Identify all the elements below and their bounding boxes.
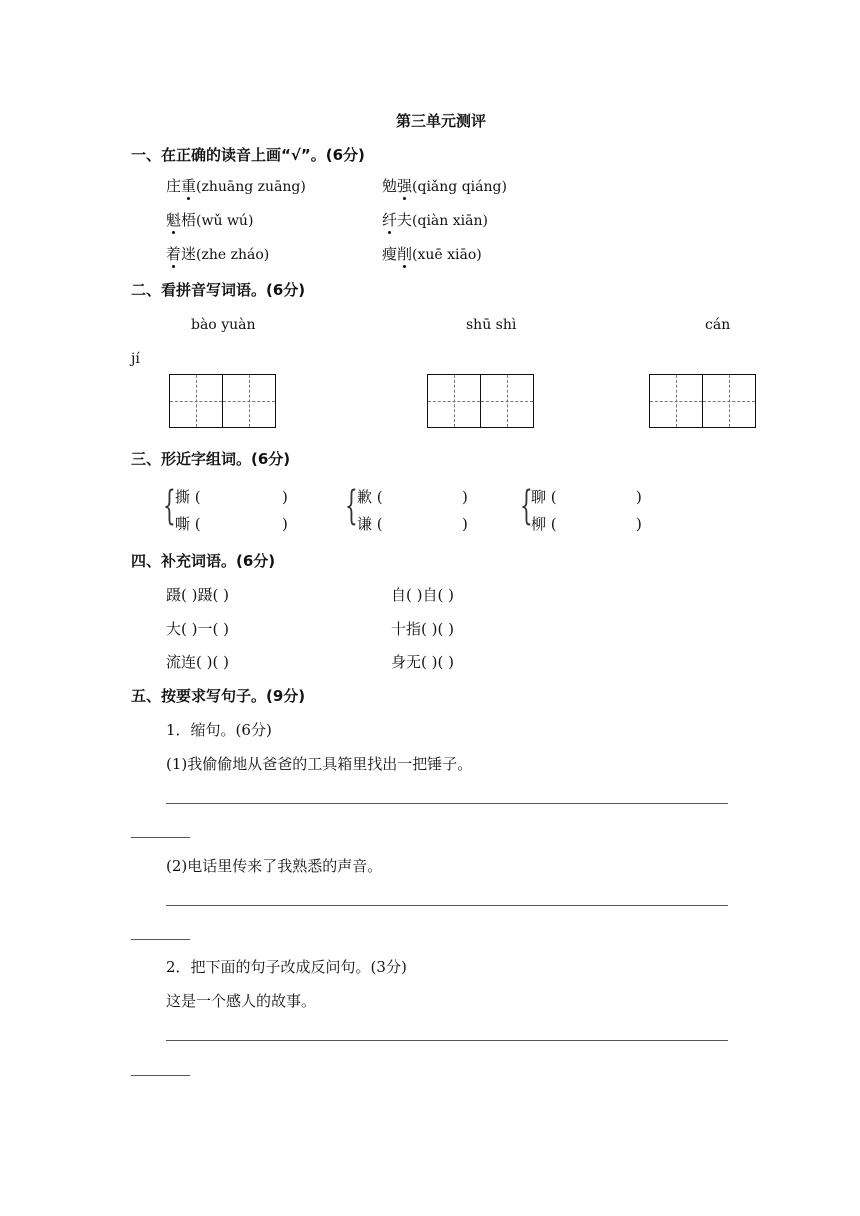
q2-answer-grid-3[interactable] (649, 374, 756, 428)
q4-heading: 四、补充词语。(6分) (131, 552, 276, 570)
q2-answer-grid-1[interactable] (169, 374, 276, 428)
q5-sentence-3: 这是一个感人的故事。 (166, 992, 317, 1010)
q3-word-2a: 歉 ( (357, 488, 383, 506)
q3-word-2b: 谦 ( (357, 515, 383, 533)
q1-item-2: 勉强(qiǎng qiáng) (382, 177, 507, 195)
q2-heading: 二、看拼音写词语。(6分) (131, 281, 306, 299)
q1-item-3: 魁梧(wǔ wú) (166, 211, 254, 229)
q4-item-4: 十指( )( ) (391, 620, 454, 638)
q4-item-2: 自( )自( ) (391, 586, 454, 604)
q1-item-5: 着迷(zhe zháo) (166, 245, 270, 263)
q4-item-6: 身无( )( ) (391, 653, 454, 671)
q5-heading: 五、按要求写句子。(9分) (131, 687, 306, 705)
answer-line[interactable] (166, 803, 728, 804)
q1-item-1: 庄重(zhuāng zuāng) (166, 177, 306, 195)
q3-word-1b: 嘶 ( (175, 515, 201, 533)
q2-pinyin-3: cán (705, 317, 731, 333)
answer-line[interactable] (166, 905, 728, 906)
q3-word-3a: 聊 ( (531, 488, 557, 506)
q3-close-2a: ) (462, 488, 468, 506)
q3-brace-2: { (345, 483, 358, 529)
q3-close-1a: ) (282, 488, 288, 506)
answer-line-cont[interactable] (131, 1075, 190, 1076)
q5-sentence-1: (1)我偷偷地从爸爸的工具箱里找出一把锤子。 (166, 755, 473, 773)
q3-brace-3: { (520, 483, 533, 529)
q3-close-1b: ) (282, 515, 288, 533)
q3-brace-1: { (163, 483, 176, 529)
q5-sentence-2: (2)电话里传来了我熟悉的声音。 (166, 857, 383, 875)
q1-item-6: 瘦削(xuē xiāo) (382, 245, 482, 263)
q4-item-1: 蹑( )蹑( ) (166, 586, 229, 604)
q3-word-1a: 撕 ( (175, 488, 201, 506)
answer-line-cont[interactable] (131, 837, 190, 838)
q5-sub1: 1．缩句。(6分) (166, 721, 272, 739)
answer-line[interactable] (166, 1040, 728, 1041)
q3-close-2b: ) (462, 515, 468, 533)
q2-pinyin-2: shū shì (466, 317, 517, 333)
q5-sub2: 2．把下面的句子改成反问句。(3分) (166, 958, 407, 976)
q2-pinyin-1: bào yuàn (191, 317, 256, 333)
q3-word-3b: 柳 ( (531, 515, 557, 533)
q1-item-4: 纤夫(qiàn xiān) (382, 211, 488, 229)
q1-heading: 一、在正确的读音上画“√”。(6分) (131, 146, 365, 164)
q4-item-3: 大( )一( ) (166, 620, 229, 638)
page-title: 第三单元测评 (396, 112, 487, 130)
q3-close-3b: ) (636, 515, 642, 533)
q4-item-5: 流连( )( ) (166, 653, 229, 671)
q3-close-3a: ) (636, 488, 642, 506)
answer-line-cont[interactable] (131, 939, 190, 940)
q2-answer-grid-2[interactable] (427, 374, 534, 428)
q3-heading: 三、形近字组词。(6分) (131, 450, 291, 468)
q2-pinyin-4: jí (131, 351, 140, 367)
